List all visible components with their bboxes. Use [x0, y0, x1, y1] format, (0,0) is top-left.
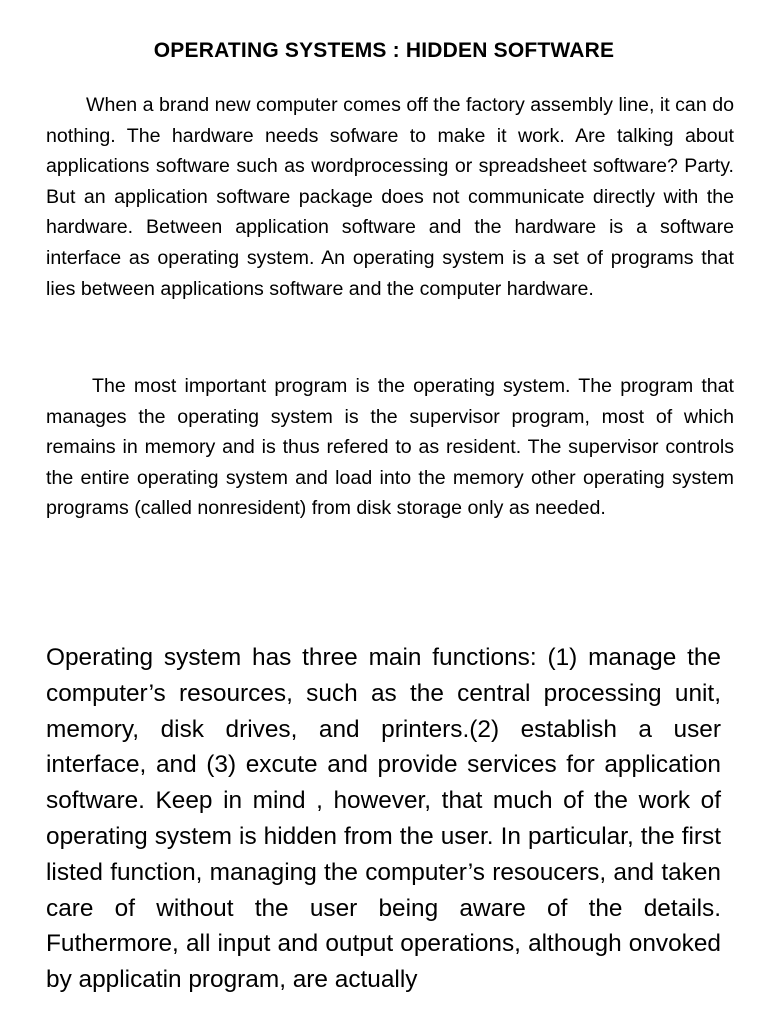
page-title: OPERATING SYSTEMS : HIDDEN SOFTWARE	[153, 39, 615, 62]
paragraph-supervisor: The most important program is the operating system. The program that manages the operating system is the supervisor program, most of which remains in memory and is thus refered to as resident. The supervisor controls the entire operating system and load into the memory other operating system programs (called nonresident) from disk storage only as needed.	[46, 375, 734, 520]
paragraph-functions: Operating system has three main functions: (1) manage the computer’s resources, such as the central processing unit, memory, disk drives, and printers.(2) establish a user interface, and (3) excute and provide services for application software. Keep in mind , however, that much of the work of operating system is hidden from the user. In particular, the first listed function, managing the computer’s resoucers, and taken care of without the user being aware of the details. Futhermore, all input and output operations, although onvoked by applicatin program, are actually	[46, 644, 721, 994]
paragraph-intro: When a brand new computer comes off the factory assembly line, it can do nothing. The hardware needs sofware to make it work. Are talking about applications software such as wordprocessing or spreadsheet software? Party. But an application software package does not communicate directly with the hardware. Between application software and the hardware is a software interface as operating system. An operating system is a set of programs that lies between applications software and the computer hardware.	[46, 94, 734, 300]
